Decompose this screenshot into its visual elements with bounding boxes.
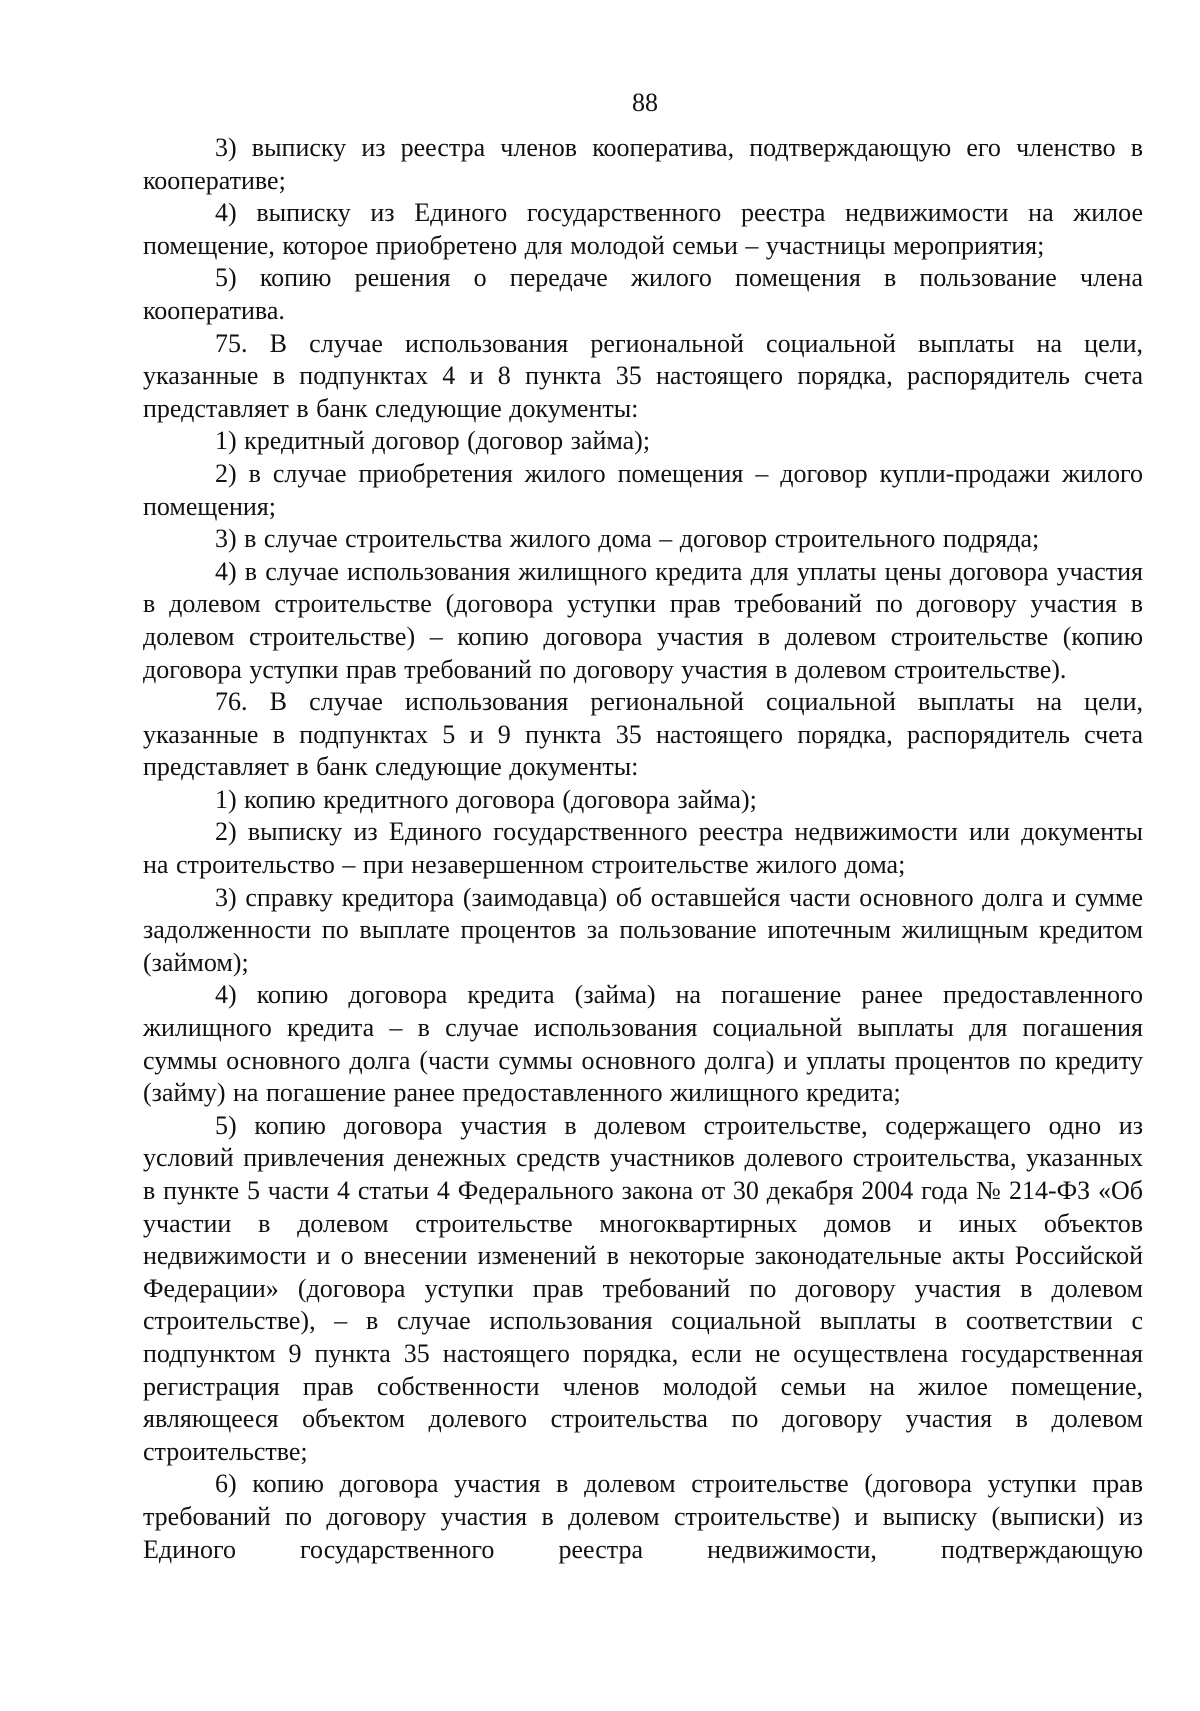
paragraph-76-item-6: 6) копию договора участия в долевом строительстве (договора уступки прав требований по договору участия в долевом строительстве) и выписку (выписки) из Единого государственного реестра недвижимости, подтверждающую: [143, 1469, 1143, 1564]
paragraph-75-intro: 75. В случае использования региональной социальной выплаты на цели, указанные в подпунктах 4 и 8 пункта 35 настоящего порядка, распорядитель счета представляет в банк следующие документы:: [143, 328, 1143, 423]
paragraph-74-item-4: 4) выписку из Единого государственного реестра недвижимости на жилое помещение, которое приобретено для молодой семьи – участницы мероприятия;: [143, 198, 1143, 260]
paragraph-75-item-2: 2) в случае приобретения жилого помещения – договор купли-продажи жилого помещения;: [143, 458, 1143, 521]
paragraph-76-item-5: 5) копию договора участия в долевом строительстве, содержащего одно из условий привлечения денежных средств участников долевого строительства, указанных в пункте 5 части 4 статьи 4 Федерального закона от 30 декабря 2004 года № 214-ФЗ «Об участии в долевом строительстве многоквартирных домов и иных объектов недвижимости и о внесении изменений в некоторые законодательные акты Российской Федерации» (договора уступки прав требований по договору участия в долевом строительстве), – в случае использования социальной выплаты в соответствии с подпунктом 9 пункта 35 настоящего порядка, если не осуществлена государственная регистрация прав собственности членов молодой семьи на жилое помещение, являющееся объектом долевого строительства по договору участия в долевом строительстве;: [143, 1110, 1143, 1466]
paragraph-76-item-4: 4) копию договора кредита (займа) на погашение ранее предоставленного жилищного кредита – в случае использования социальной выплаты для погашения суммы основного долга (части суммы основного долга) и уплаты процентов по кредиту (займу) на погашение ранее предоставленного жилищного кредита;: [143, 980, 1143, 1108]
paragraph-75-item-4: 4) в случае использования жилищного кредита для уплаты цены договора участия в долевом строительстве (договора уступки прав требований по договору участия в долевом строительстве) – копию договора участия в долевом строительстве (копию договора уступки прав требований по договору участия в долевом строительстве).: [143, 556, 1143, 684]
page-number: 88: [632, 88, 658, 117]
paragraph-76-item-1: 1) копию кредитного договора (договора займа);: [215, 784, 757, 814]
paragraph-74-item-3: 3) выписку из реестра членов кооператива, подтверждающую его членство в кооперативе;: [143, 133, 1143, 195]
paragraph-76-item-2: 2) выписку из Единого государственного реестра недвижимости или документы на строительство – при незавершенном строительстве жилого дома;: [143, 817, 1143, 880]
paragraph-75-item-1: 1) кредитный договор (договор займа);: [215, 426, 651, 456]
paragraph-76-item-3: 3) справку кредитора (заимодавца) об оставшейся части основного долга и сумме задолженности по выплате процентов за пользование ипотечным жилищным кредитом (займом);: [143, 882, 1143, 977]
document-body: [143, 132, 1143, 1566]
paragraph-76-intro: 76. В случае использования региональной социальной выплаты на цели, указанные в подпунктах 5 и 9 пункта 35 настоящего порядка, распорядитель счета представляет в банк следующие документы:: [143, 687, 1143, 782]
paragraph-74-item-5: 5) копию решения о передаче жилого помещения в пользование члена кооператива.: [143, 263, 1143, 325]
paragraph-75-item-3: 3) в случае строительства жилого дома – договор строительного подряда;: [215, 524, 1040, 554]
